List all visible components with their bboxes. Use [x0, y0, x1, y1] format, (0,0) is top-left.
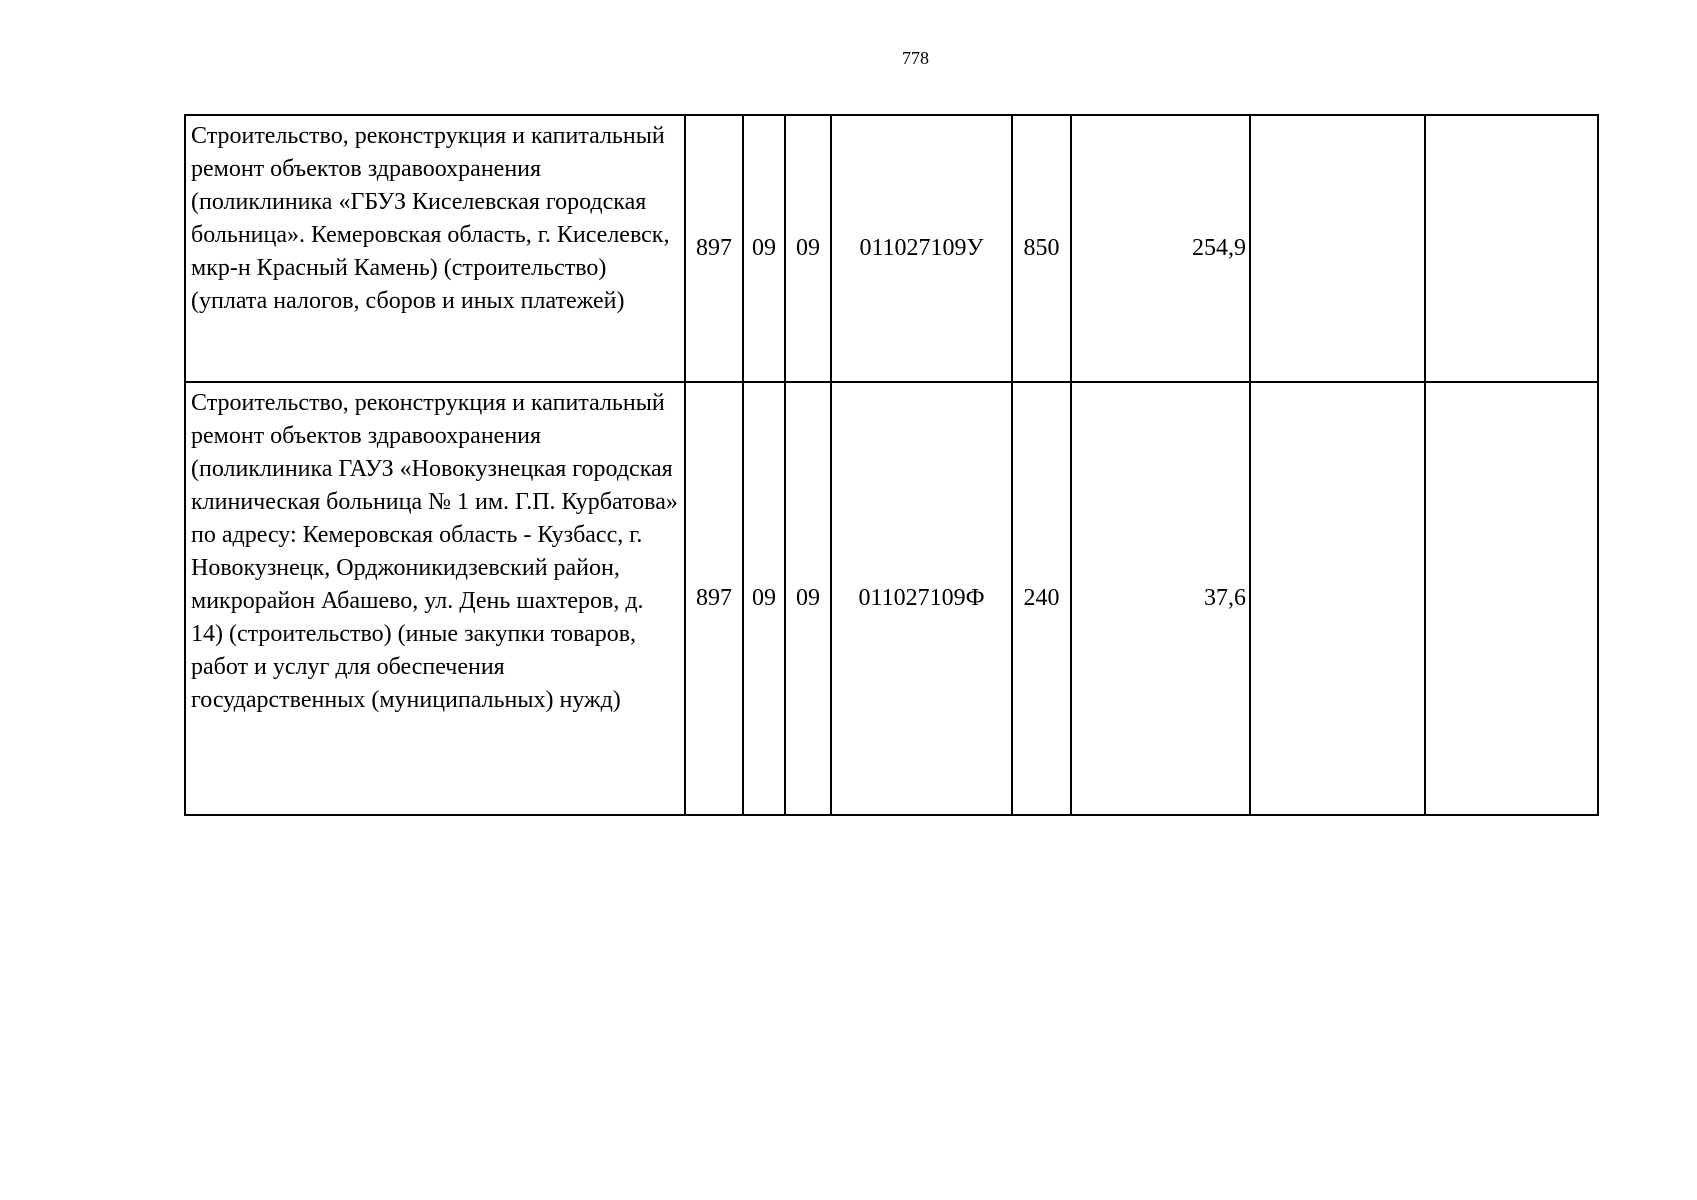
table-row: [185, 115, 1598, 382]
ministry-code-cell: 897: [685, 382, 743, 815]
empty-cell: [1425, 382, 1598, 815]
target-article-cell: 011027109У: [831, 115, 1012, 382]
empty-cell: [1250, 382, 1425, 815]
table-row: [185, 382, 1598, 815]
expense-type-cell: 850: [1012, 115, 1071, 382]
section-code-cell: 09: [743, 382, 785, 815]
description-cell: Строительство, реконструкция и капитальный ремонт объектов здравоохранения (поликлиника ГАУЗ «Новокузнецкая городская клиническая больница № 1 им. Г.П. Курбатова» по адресу: Кемеровская область - Кузбасс, г. Новокузнецк, Орджоникидзевский район, микрорайон Абашево, ул. День шахтеров, д. 14) (строительство) (иные закупки товаров, работ и услуг для обеспечения государственных (муниципальных) нужд): [185, 382, 685, 815]
expense-type-cell: 240: [1012, 382, 1071, 815]
amount-cell: 254,9: [1071, 115, 1250, 382]
budget-table: [184, 114, 1599, 816]
section-code-cell: 09: [743, 115, 785, 382]
empty-cell: [1250, 115, 1425, 382]
target-article-cell: 011027109Ф: [831, 382, 1012, 815]
subsection-code-cell: 09: [785, 382, 831, 815]
subsection-code-cell: 09: [785, 115, 831, 382]
page-number: 778: [902, 48, 929, 68]
ministry-code-cell: 897: [685, 115, 743, 382]
empty-cell: [1425, 115, 1598, 382]
description-cell: Строительство, реконструкция и капитальный ремонт объектов здравоохранения (поликлиника «ГБУЗ Киселевская городская больница». Кемеровская область, г. Киселевск, мкр-н Красный Камень) (строительство) (уплата налогов, сборов и иных платежей): [185, 115, 685, 382]
amount-cell: 37,6: [1071, 382, 1250, 815]
